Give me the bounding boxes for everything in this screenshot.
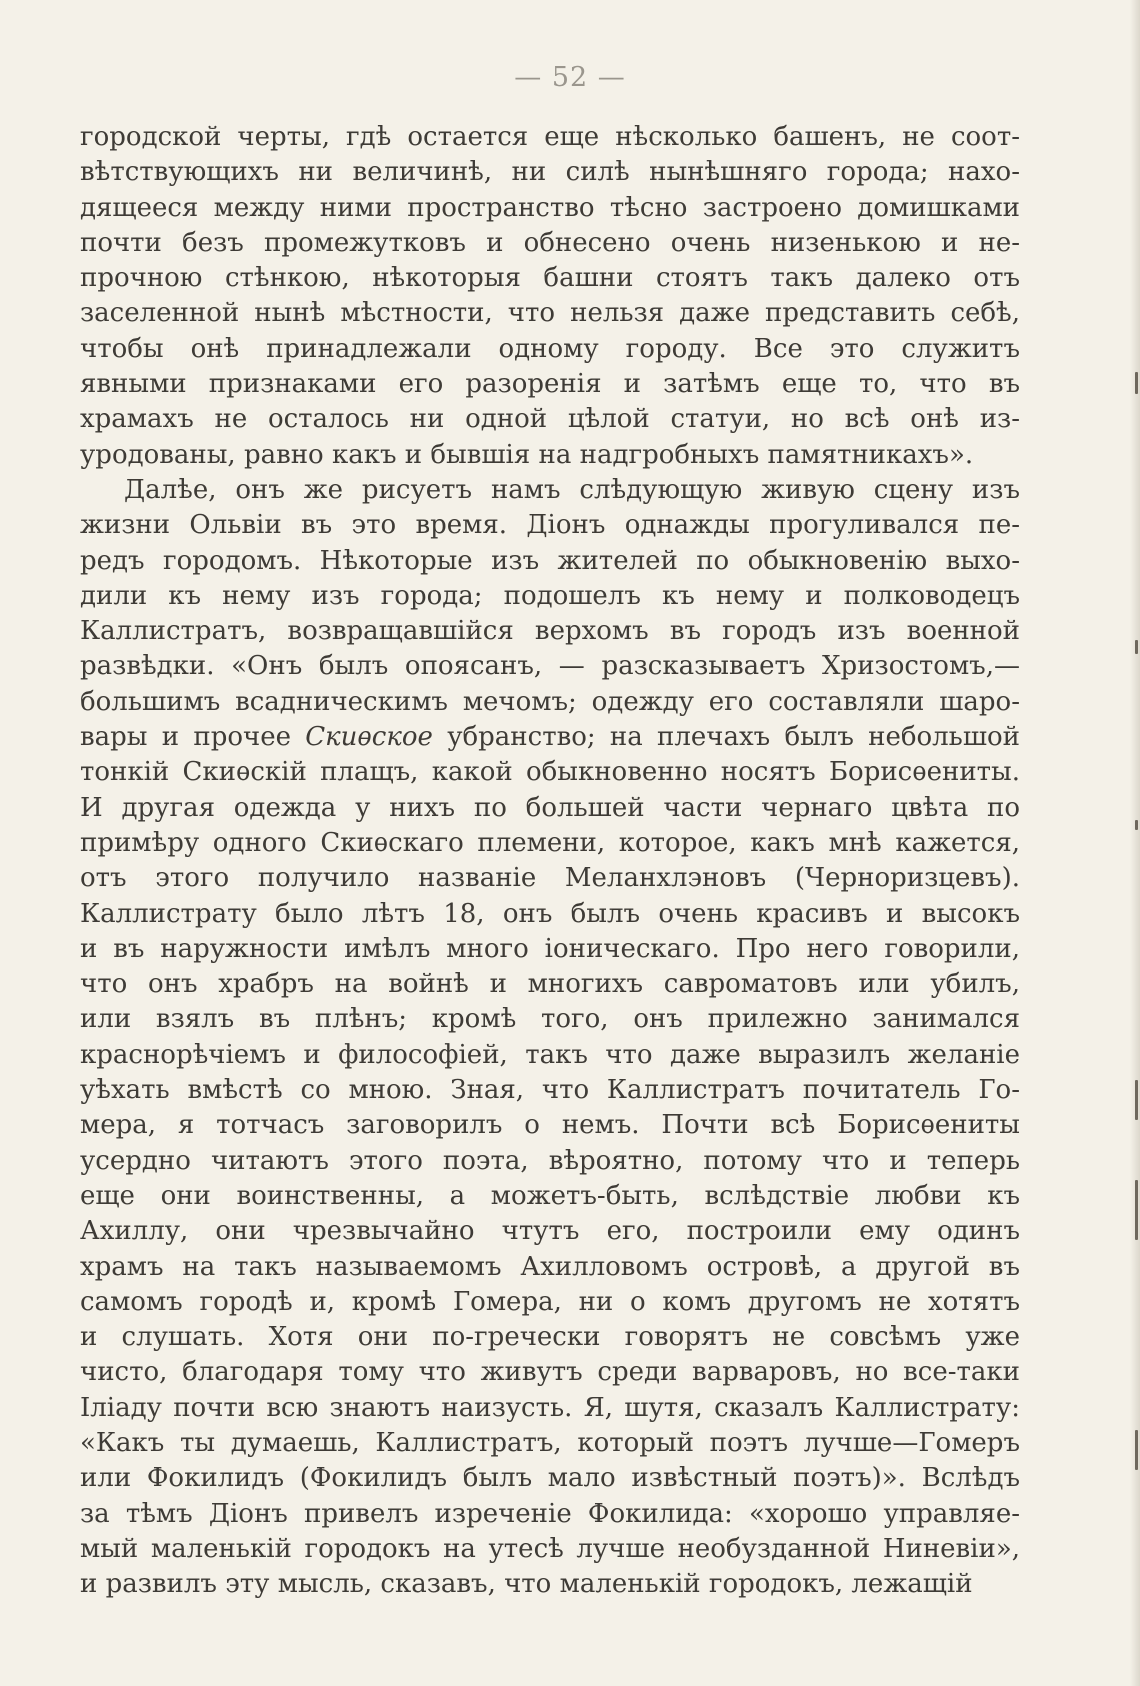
text-line: тонкій Скиѳскій плащъ, какой обыкновенно носятъ Борисѳениты. (80, 757, 1020, 788)
text-line: уродованы, равно какъ и бывшія на надгробныхъ памятникахъ». (80, 439, 974, 470)
text-line: Іліаду почти всю знаютъ наизусть. Я, шутя, сказалъ Каллистрату: (80, 1392, 1020, 1423)
text-line: заселенной нынѣ мѣстности, что нельзя даже представить себѣ, (80, 298, 1020, 329)
paragraph-2 (80, 473, 1020, 1603)
text-line: дили къ нему изъ города; подошелъ къ нему и полководецъ (80, 580, 1020, 611)
text-line: мера, я тотчасъ заговорилъ о немъ. Почти всѣ Борисѳениты (80, 1110, 1020, 1141)
text-line: Далѣе, онъ же рисуетъ намъ слѣдующую живую сцену изъ (124, 474, 1020, 505)
text-segment: убранство; на плечахъ былъ небольшой (432, 722, 1020, 753)
page-edge-mark (1135, 1430, 1138, 1470)
page-edge-mark (1135, 820, 1138, 830)
text-line: дящееся между ними пространство тѣсно застроено домишками (80, 192, 1020, 223)
text-line: краснорѣчіемъ и философіей, такъ что даже выразилъ желаніе (80, 1039, 1020, 1070)
text-line: «Какъ ты думаешь, Каллистратъ, который поэтъ лучше—Гомеръ (80, 1427, 1020, 1458)
text-line: храмъ на такъ называемомъ Ахилловомъ островѣ, а другой въ (80, 1251, 1020, 1282)
text-line: развѣдки. «Онъ былъ опоясанъ, — разсказываетъ Хризостомъ,— (80, 651, 1020, 682)
paragraph-1 (80, 120, 1020, 473)
text-line: мый маленькій городокъ на утесѣ лучше необузданной Ниневіи», (80, 1533, 1020, 1564)
text-line: отъ этого получило названіе Меланхлэновъ (Черноризцевъ). (80, 863, 1020, 894)
text-line: жизни Ольвіи въ это время. Діонъ однажды прогуливался пе- (80, 510, 1020, 541)
text-line: за тѣмъ Діонъ привелъ изреченіе Фокилида: «хорошо управляе- (80, 1498, 1020, 1529)
text-line: городской черты, гдѣ остается еще нѣсколько башенъ, не соот- (80, 122, 1020, 152)
text-line-with-italic (80, 720, 1020, 755)
text-line: еще они воинственны, а можетъ-быть, вслѣдствіе любви къ (80, 1180, 1020, 1211)
text-line: или взялъ въ плѣнъ; кромѣ того, онъ прилежно занимался (80, 1004, 1020, 1035)
text-line: явными признаками его разоренія и затѣмъ еще то, что въ (80, 369, 1020, 400)
text-line: чтобы онѣ принадлежали одному городу. Все это служитъ (80, 333, 1020, 364)
text-line: или Фокилидъ (Фокилидъ былъ мало извѣстный поэтъ)». Вслѣдъ (80, 1463, 1020, 1494)
page-edge-mark (1135, 640, 1138, 654)
text-line: Каллистрату было лѣтъ 18, онъ былъ очень красивъ и высокъ (80, 898, 1020, 929)
text-line: редъ городомъ. Нѣкоторые изъ жителей по обыкновенію выхо- (80, 545, 1020, 576)
text-line: чисто, благодаря тому что живутъ среди варваровъ, но все-таки (80, 1357, 1020, 1388)
text-line: храмахъ не осталось ни одной цѣлой статуи, но всѣ онѣ из- (80, 404, 1020, 435)
text-line: прочною стѣнкою, нѣкоторыя башни стоятъ такъ далеко отъ (80, 263, 1020, 294)
page-edge-mark (1135, 1080, 1138, 1120)
text-line: почти безъ промежутковъ и обнесено очень низенькою и не- (80, 227, 1020, 258)
text-line: большимъ всадническимъ мечомъ; одежду его составляли шаро- (80, 686, 1020, 717)
text-line: Каллистратъ, возвращавшійся верхомъ въ городъ изъ военной (80, 616, 1020, 647)
text-line: что онъ храбръ на войнѣ и многихъ савроматовъ или убилъ, (80, 969, 1020, 1000)
italic-word: Скиѳское (305, 722, 433, 753)
text-line: усердно читаютъ этого поэта, вѣроятно, потому что и теперь (80, 1145, 1020, 1176)
text-line: и слушать. Хотя они по-гречески говорятъ не совсѣмъ уже (80, 1322, 1020, 1353)
text-line: и въ наружности имѣлъ много іоническаго. Про него говорили, (80, 933, 1020, 964)
text-line: и развилъ эту мысль, сказавъ, что маленькій городокъ, лежащій (80, 1569, 973, 1600)
text-line: самомъ городѣ и, кромѣ Гомера, ни о комъ другомъ не хотятъ (80, 1286, 1020, 1317)
page-edge-mark (1135, 1180, 1138, 1240)
page-number: — 52 — (514, 62, 626, 93)
text-line: Ахиллу, они чрезвычайно чтутъ его, построили ему одинъ (80, 1216, 1020, 1247)
text-segment: вары и прочее (80, 722, 306, 753)
body-text (80, 120, 1020, 1602)
text-line: И другая одежда у нихъ по большей части чернаго цвѣта по (80, 792, 1020, 823)
text-line: уѣхать вмѣстѣ со мною. Зная, что Каллистратъ почитатель Го- (80, 1075, 1020, 1106)
text-line: примѣру одного Скиѳскаго племени, которое, какъ мнѣ кажется, (80, 827, 1020, 858)
page-edge-mark (1135, 372, 1138, 394)
text-line: вѣтствующихъ ни величинѣ, ни силѣ нынѣшняго города; нахо- (80, 157, 1020, 188)
